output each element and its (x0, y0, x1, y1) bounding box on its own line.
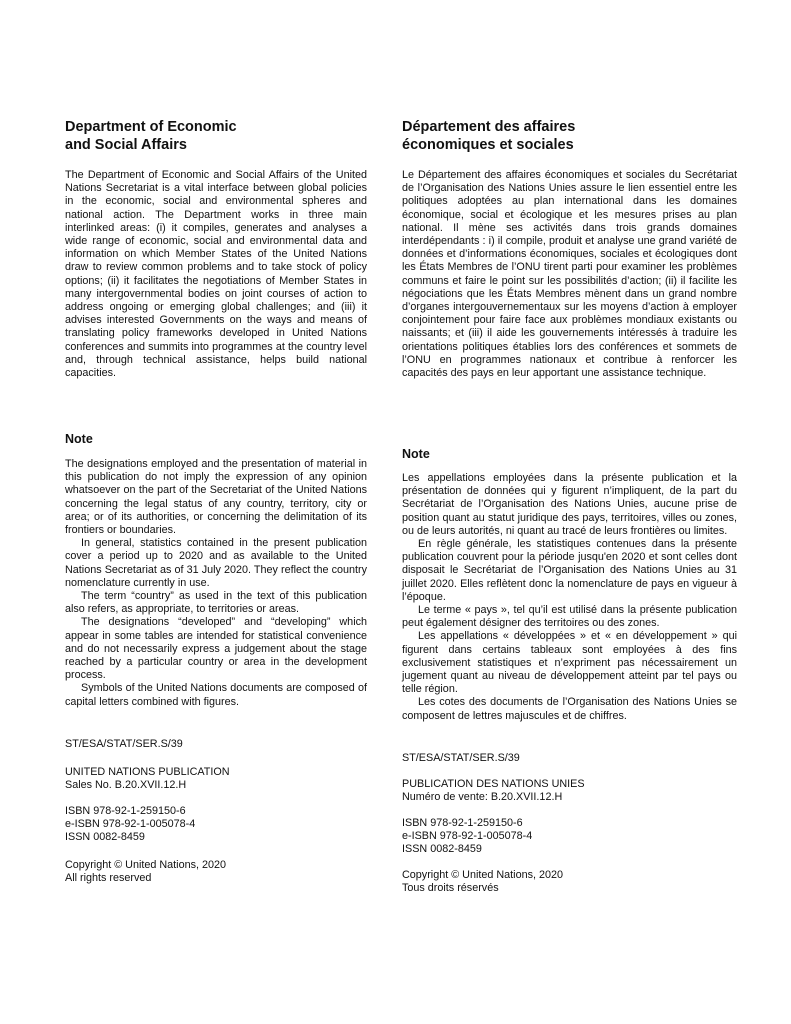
french-isbn: ISBN 978-92-1-259150-6 (402, 817, 523, 829)
french-note-paragraph: Les cotes des documents de l’Organisation des Nations Unies se composent de lettres majuscules et de chiffres. (402, 696, 737, 722)
french-publication-label: PUBLICATION DES NATIONS UNIES (402, 778, 585, 790)
french-eisbn: e-ISBN 978-92-1-005078-4 (402, 830, 533, 843)
english-note-paragraph: The designations employed and the presentation of material in this publication do not imply the expression of any opinion whatsoever on the part of the Secretariat of the United Nations concerning the legal status of any country, territory, city or area; or of its authorities, or concerning the delimitation of its frontiers or boundaries. (65, 458, 367, 537)
french-symbol: ST/ESA/STAT/SER.S/39 (402, 752, 520, 764)
english-copyright-block (65, 859, 367, 885)
french-intro: Le Département des affaires économiques et sociales du Secrétariat de l’Organisation des Nations Unies assure le lien essentiel entre les politiques adoptées au plan international dans les domaines économique, social et écologique et les mesures prises au plan national. Il mène ses activités dans trois grands domaines interdépendants : i) il compile, produit et analyse une grand variété de données et d’informations économiques, sociales et écologiques dont les États Membres de l’ONU tirent parti pour examiner les problèmes communs et faire le point sur les possibilités d’action; (ii) il facilite les négociations que les États Membres mènent dans un grand nombre d’organes intergouvernementaux sur les moyens d’action à employer conjointement pour faire face aux problèmes mondiaux existants ou naissants; et (iii) il aide les gouvernements intéressés à traduire les orientations politiques établies lors des conférences et sommets de l’ONU en programmes nationaux et contribue à renforcer les capacités des pays en leur apportant une assistance technique. (402, 169, 737, 380)
french-issn: ISSN 0082-8459 (402, 843, 482, 856)
french-note-paragraph: Les appellations « développées » et « en développement » qui figurent dans certains tableaux sont employées à des fins exclusivement statistiques et n’expriment pas nécessairement un jugement quant au niveau de développement atteint par tel pays ou telle région. (402, 630, 737, 696)
english-note-paragraph: In general, statistics contained in the present publication cover a period up to 2020 and as available to the United Nations Secretariat as of 31 July 2020. They reflect the country nomenclature currently in use. (65, 537, 367, 589)
french-note-paragraph: Le terme « pays », tel qu’il est utilisé dans la présente publication peut également désigner des territoires ou des zones. (402, 604, 737, 630)
english-note-paragraph: The term “country” as used in the text of this publication also refers, as appropriate, to territories or areas. (65, 590, 367, 616)
english-copyright: Copyright © United Nations, 2020 (65, 859, 226, 871)
french-copyright: Copyright © United Nations, 2020 (402, 869, 563, 881)
english-eisbn: e-ISBN 978-92-1-005078-4 (65, 818, 196, 831)
french-publication-info (402, 778, 737, 804)
english-identifiers (65, 805, 367, 845)
english-intro: The Department of Economic and Social Affairs of the United Nations Secretariat is a vital interface between global policies in the economic, social and environmental spheres and national action. The Department works in three main interlinked areas: (i) it compiles, generates and analyses a wide range of economic, social and environmental data and information on which Member States of the United Nations draw to review common problems and to take stock of policy options; (ii) it facilitates the negotiations of Member States in many intergovernmental bodies on joint courses of action to address ongoing or emerging global challenges; and (iii) it advises interested Governments on the ways and means of translating policy frameworks developed in United Nations conferences and summits into programmes at the country level and, through technical assistance, helps build national capacities. (65, 169, 367, 380)
english-note-paragraph: The designations “developed” and “developing” which appear in some tables are intended for statistical convenience and do not necessarily express a judgement about the stage reached by a particular country or area in the development process. (65, 616, 367, 682)
english-publication-label: UNITED NATIONS PUBLICATION (65, 766, 230, 778)
english-publication-info (65, 766, 367, 792)
french-identifiers (402, 817, 737, 857)
english-issn: ISSN 0082-8459 (65, 831, 145, 844)
english-isbn: ISBN 978-92-1-259150-6 (65, 805, 186, 817)
english-title: Department of Economic and Social Affairs (65, 119, 237, 153)
french-sales-number: Numéro de vente: B.20.XVII.12.H (402, 791, 563, 804)
english-note-paragraph: Symbols of the United Nations documents are composed of capital letters combined with figures. (65, 682, 367, 708)
english-note-body (65, 458, 367, 709)
french-rights: Tous droits réservés (402, 882, 499, 895)
french-note-heading: Note (402, 447, 430, 461)
english-rights: All rights reserved (65, 872, 152, 885)
french-copyright-block (402, 869, 737, 895)
english-note-heading: Note (65, 432, 93, 446)
french-title: Département des affaires économiques et sociales (402, 119, 576, 153)
english-sales-number: Sales No. B.20.XVII.12.H (65, 779, 187, 792)
french-note-paragraph: Les appellations employées dans la présente publication et la présentation de données qui y figurent n’impliquent, de la part du Secrétariat de l’Organisation des Nations Unies, aucune prise de position quant au statut juridique des pays, territoires, villes ou zones, ou de leurs autorités, ni quant au tracé de leurs frontières ou limites. (402, 472, 737, 537)
english-symbol: ST/ESA/STAT/SER.S/39 (65, 738, 183, 750)
french-note-body (402, 472, 737, 723)
french-note-paragraph: En règle générale, les statistiques contenues dans la présente publication couvrent pour la période jusqu'en 2020 et sont celles dont disposait le Secrétariat de l’Organisation des Nations Unies au 31 juillet 2020. Elles reflètent donc la nomenclature de pays en vigueur à l’époque. (402, 538, 737, 603)
